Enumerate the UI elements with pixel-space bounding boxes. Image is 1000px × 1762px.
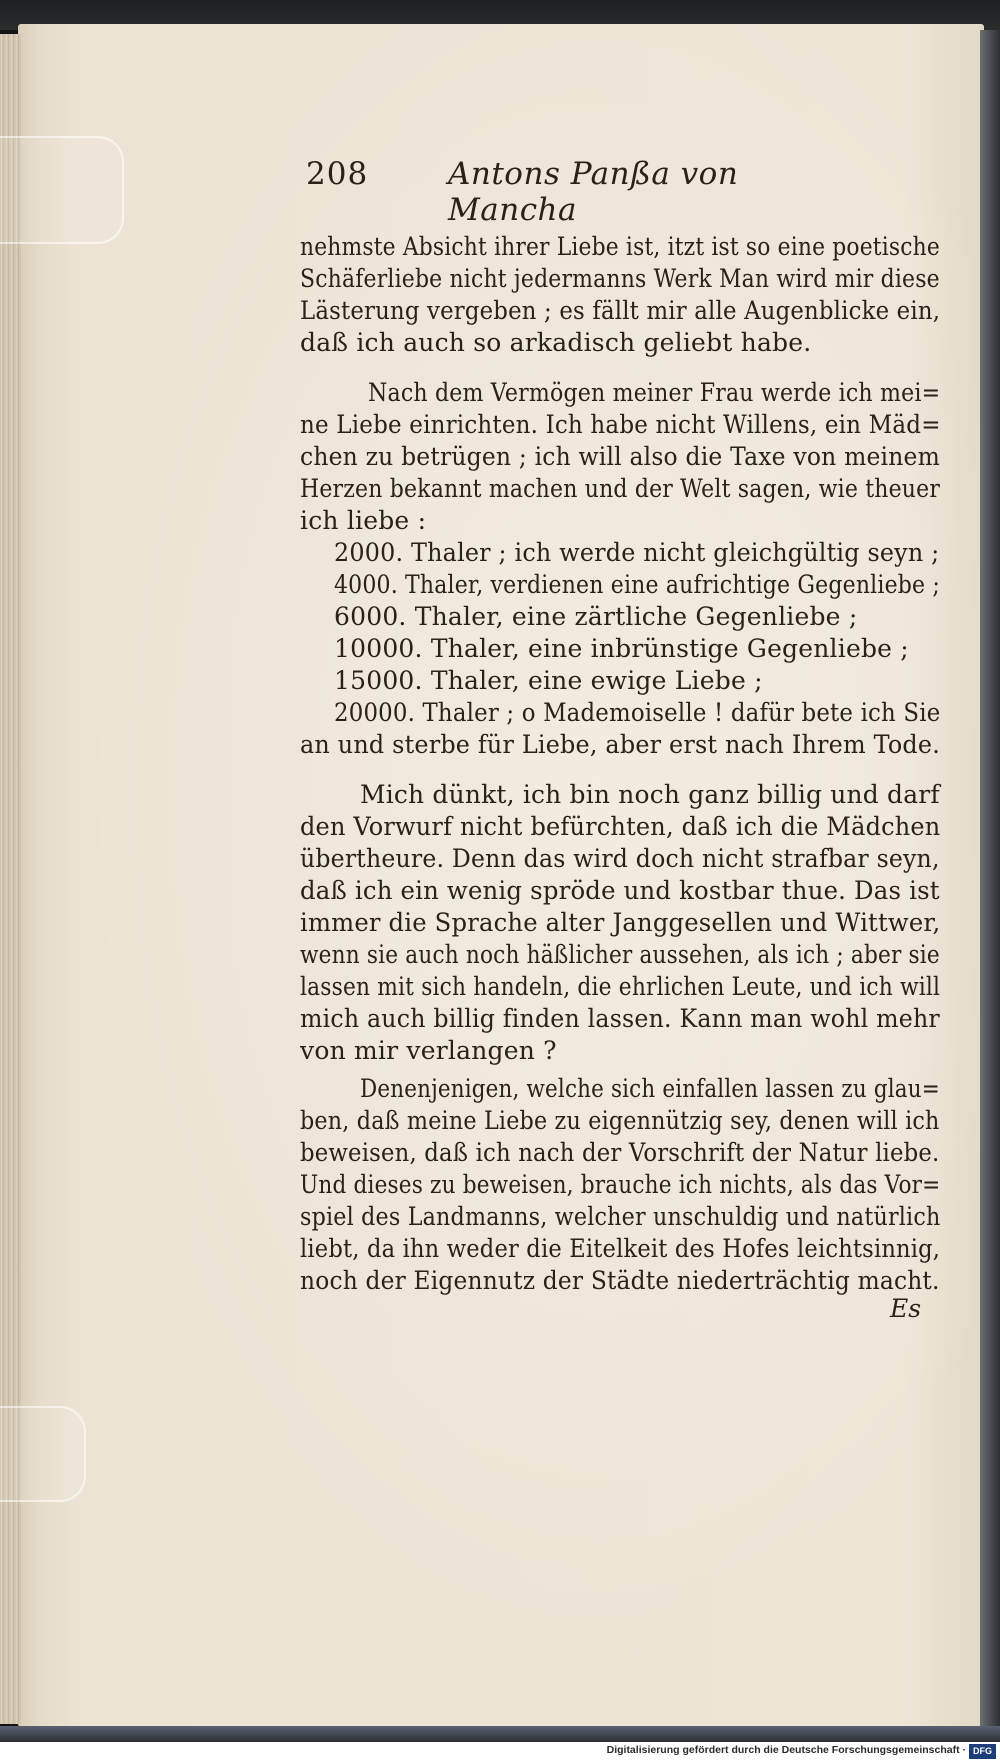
page-clip-bottom <box>0 1406 86 1502</box>
body-line: übertheure. Denn das wird doch nicht strafbar seyn, <box>300 844 940 873</box>
body-line: an und sterbe für Liebe, aber erst nach Ihrem Tode. <box>300 730 940 759</box>
body-line: Herzen bekannt machen und der Welt sagen, wie theuer <box>300 474 941 503</box>
body-line: lassen mit sich handeln, die ehrlichen Leute, und ich will <box>300 972 941 1001</box>
funding-credit: Digitalisierung gefördert durch die Deutsche Forschungsgemeinschaft · <box>606 1744 966 1756</box>
body-line: ben, daß meine Liebe zu eigennützig sey, denen will ich <box>300 1106 940 1135</box>
body-line: ich liebe : <box>300 506 427 535</box>
body-line: den Vorwurf nicht befürchten, daß ich die Mädchen <box>300 812 941 841</box>
body-line: daß ich ein wenig spröde und kostbar thue. Das ist <box>300 876 940 905</box>
price-list-line: 20000. Thaler ; o Mademoiselle ! dafür bete ich Sie <box>334 698 941 727</box>
body-line: Mich dünkt, ich bin noch ganz billig und darf <box>360 780 940 809</box>
book-cover-right <box>980 30 1000 1730</box>
running-title: Antons Panßa von Mancha <box>448 156 739 228</box>
body-line: Und dieses zu beweisen, brauche ich nichts, als das Vor= <box>300 1170 941 1199</box>
body-line: beweisen, daß ich nach der Vorschrift der Natur liebe. <box>300 1138 940 1167</box>
body-line: wenn sie auch noch häßlicher aussehen, als ich ; aber sie <box>300 940 940 969</box>
body-line: von mir verlangen ? <box>300 1036 557 1065</box>
body-line: Nach dem Vermögen meiner Frau werde ich mei= <box>368 378 941 407</box>
page-header <box>306 152 826 228</box>
body-line: spiel des Landmanns, welcher unschuldig und natürlich <box>300 1202 941 1231</box>
catchword: Es <box>890 1294 922 1323</box>
body-line: noch der Eigennutz der Städte niederträchtig macht. <box>300 1266 940 1295</box>
body-line: Schäferliebe nicht jedermanns Werk Man wird mir diese <box>300 264 940 293</box>
price-list-line: 15000. Thaler, eine ewige Liebe ; <box>334 666 763 695</box>
price-list-line: 2000. Thaler ; ich werde nicht gleichgültig seyn ; <box>334 538 940 567</box>
body-line: Lästerung vergeben ; es fällt mir alle Augenblicke ein, <box>300 296 941 325</box>
body-line: Denenjenigen, welche sich einfallen lassen zu glau= <box>360 1074 940 1103</box>
body-line: mich auch billig finden lassen. Kann man wohl mehr <box>300 1004 940 1033</box>
body-line: chen zu betrügen ; ich will also die Taxe von meinem <box>300 442 941 471</box>
body-line: ne Liebe einrichten. Ich habe nicht Willens, ein Mäd= <box>300 410 941 439</box>
book-cover-bottom <box>0 1726 1000 1742</box>
price-list-line: 10000. Thaler, eine inbrünstige Gegenliebe ; <box>334 634 909 663</box>
body-line: daß ich auch so arkadisch geliebt habe. <box>300 328 812 357</box>
body-line: immer die Sprache alter Janggesellen und Wittwer, <box>300 908 941 937</box>
dfg-logo: DFG <box>969 1744 996 1759</box>
body-line: liebt, da ihn weder die Eitelkeit des Hofes leichtsinnig, <box>300 1234 941 1263</box>
price-list-line: 4000. Thaler, verdienen eine aufrichtige Gegenliebe ; <box>334 570 941 599</box>
page-clip-top <box>0 136 124 244</box>
price-list-line: 6000. Thaler, eine zärtliche Gegenliebe ; <box>334 602 858 631</box>
body-line: nehmste Absicht ihrer Liebe ist, itzt ist so eine poetische <box>300 232 940 261</box>
page-number: 208 <box>306 156 369 192</box>
